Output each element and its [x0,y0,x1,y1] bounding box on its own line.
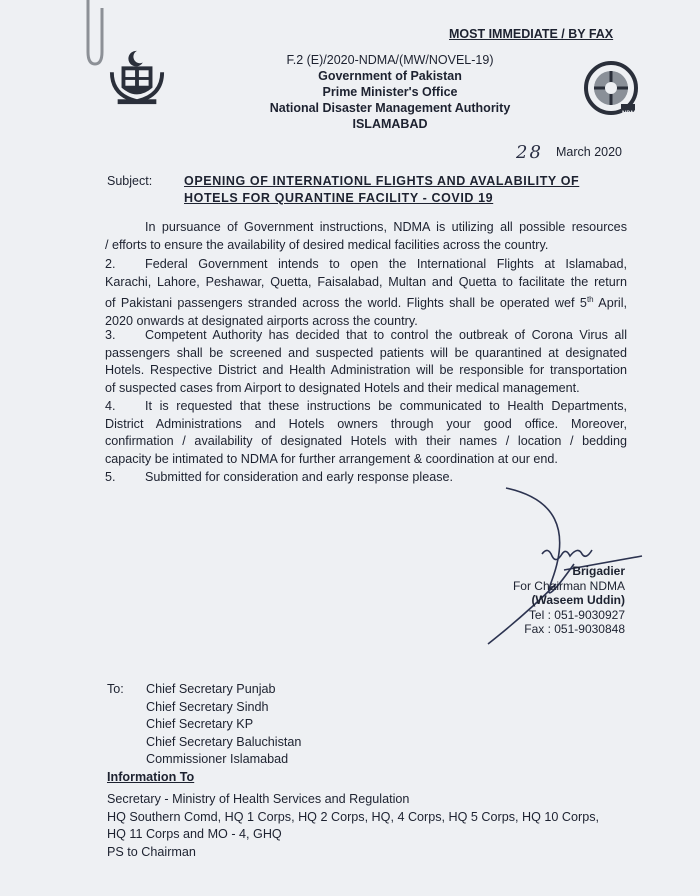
information-item: PS to Chairman [107,844,196,859]
signatory-fax: Fax : 051-9030848 [524,622,625,637]
recipient: Chief Secretary Sindh [146,699,269,714]
org-line-pm-office: Prime Minister's Office [322,85,458,99]
paragraph-2: 2. Federal Government intends to open the International Flights at Islamabad, Karachi, Lahore, Peshawar, Quetta, Faisalabad, Multan and Quetta to facilitate the return of Pakistani passengers stranded across the world. Flights shall be operated wef 5th April, 2020 onwards at designated airports across the country. [105,257,627,328]
paragraph-3: 3. Competent Authority has decided that to control the outbreak of Corona Virus all passengers shall be screened and suspected patients will be quarantined at designated Hotels. Respective District and Health Administration will be responsible for transportation of suspected cases from Airport to designated Hotels and their medical management. [105,328,627,395]
signatory-for: For Chairman NDMA [512,578,625,593]
recipient: Chief Secretary KP [146,717,254,732]
subject-line-2: HOTELS FOR QURANTINE FACILITY - COVID 19 [184,191,494,205]
org-line-city: ISLAMABAD [352,117,428,131]
date-text: March 2020 [556,145,623,159]
paper-clip-icon [82,0,108,70]
recipient: Commissioner Islamabad [146,752,289,767]
signatory-rank: Brigadier [572,564,625,578]
priority-label: MOST IMMEDIATE / BY FAX [449,27,614,41]
subject-label: Subject: [107,174,153,188]
information-list [107,791,599,861]
org-line-ndma: National Disaster Management Authority [269,101,511,115]
ndma-logo-text: NDMA [622,111,640,117]
pakistan-emblem-icon [108,48,166,108]
ndma-logo-icon [583,60,639,116]
information-heading: Information To [107,770,195,784]
org-line-government: Government of Pakistan [318,69,462,83]
recipient-list [146,681,301,769]
date-day-handwritten: 28 [516,142,543,163]
recipient: Chief Secretary Baluchistan [146,734,302,749]
signatory-name: (Waseem Uddin) [531,593,625,608]
subject-line-1: OPENING OF INTERNATIONL FLIGHTS AND AVALABILITY OF [184,174,580,188]
recipient: Chief Secretary Punjab [146,682,276,696]
signature-block [440,564,625,637]
paragraph-4: 4. It is requested that these instructions be communicated to Health Departments, District Administrations and Hotels owners through your good office. Moreover, confirmation / availability of designated Hotels with their names / location / bedding capacity be intimated to NDMA for further arrangement & coordination at our end. [105,399,627,466]
to-label: To: [107,682,124,696]
information-item: HQ 11 Corps and MO - 4, GHQ [107,827,282,842]
paragraph-5: 5. Submitted for consideration and early response please. [105,470,454,484]
paragraph-1: In pursuance of Government instructions, NDMA is utilizing all possible resources / efforts to ensure the availability of desired medical facilities across the country. [105,220,627,252]
information-item: Secretary - Ministry of Health Services and Regulation [107,792,410,806]
information-item: HQ Southern Comd, HQ 1 Corps, HQ 2 Corps, HQ, 4 Corps, HQ 5 Corps, HQ 10 Corps, [107,809,600,824]
signatory-tel: Tel : 051-9030927 [528,607,625,622]
reference-number: F.2 (E)/2020-NDMA/(MW/NOVEL-19) [286,53,494,67]
